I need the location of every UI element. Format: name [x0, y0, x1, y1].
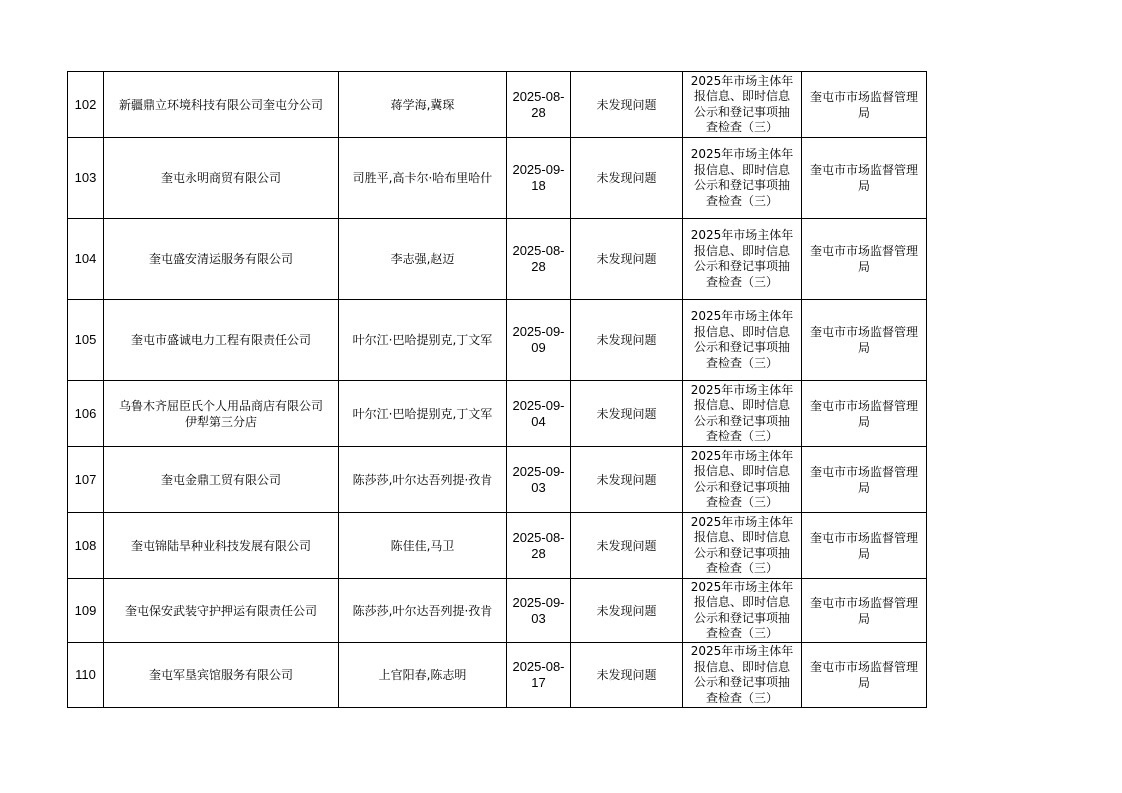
row-number-cell: 102: [68, 72, 104, 138]
inspection-date-cell: [507, 513, 571, 579]
table-row: [68, 513, 927, 579]
row-number-cell: 109: [68, 579, 104, 643]
inspection-date-cell: [507, 643, 571, 708]
cell-line: 2025-09-: [512, 162, 565, 177]
inspection-result-cell: 未发现问题: [571, 72, 683, 138]
row-number-cell: 103: [68, 138, 104, 219]
table-row: [68, 300, 927, 381]
inspection-result-cell: 未发现问题: [571, 643, 683, 708]
inspectors-cell: 叶尔江·巴哈提别克,丁文军: [339, 381, 507, 447]
cell-line: 局: [857, 179, 870, 193]
inspectors-cell: 陈佳佳,马卫: [339, 513, 507, 579]
cell-line: 新疆鼎立环境科技有限公司奎屯分公司: [118, 97, 323, 112]
cell-line: 公示和登记事项抽: [693, 479, 790, 494]
authority-cell: [802, 447, 927, 513]
cell-line: 2025年市场主体年: [690, 448, 794, 463]
row-number-cell: 105: [68, 300, 104, 381]
cell-line: 报信息、即时信息: [693, 398, 790, 412]
table-row: [68, 219, 927, 300]
inspection-item-cell: [683, 381, 802, 447]
inspectors-cell: 陈莎莎,叶尔达吾列提·孜肯: [339, 447, 507, 513]
cell-line: 查检查（三）: [705, 429, 778, 443]
cell-line: 04: [531, 413, 546, 429]
inspection-item-cell: [683, 447, 802, 513]
table-row: [68, 381, 927, 447]
cell-line: 查检查（三）: [705, 193, 778, 208]
cell-line: 2025年市场主体年: [690, 228, 794, 242]
cell-line: 局: [857, 341, 870, 355]
cell-line: 28: [531, 259, 546, 274]
inspection-result-cell: 未发现问题: [571, 138, 683, 219]
cell-line: 09: [531, 340, 546, 355]
inspection-date-cell: [507, 72, 571, 138]
cell-line: 03: [531, 610, 546, 626]
cell-line: 奎屯市市场监督管理: [809, 398, 918, 413]
cell-line: 2025年市场主体年: [690, 644, 794, 658]
inspection-date-cell: [507, 579, 571, 643]
cell-line: 2025年市场主体年: [690, 382, 794, 397]
cell-line: 公示和登记事项抽: [693, 610, 790, 625]
cell-line: 03: [531, 479, 546, 495]
company-name-cell: [104, 643, 339, 708]
cell-line: 局: [857, 480, 870, 495]
company-name-cell: [104, 579, 339, 643]
cell-line: 2025-08-: [512, 88, 565, 104]
company-name-cell: [104, 381, 339, 447]
cell-line: 2025年市场主体年: [690, 514, 794, 529]
cell-line: 奎屯市市场监督管理: [809, 89, 918, 104]
cell-line: 奎屯盛安清运服务有限公司: [148, 252, 293, 266]
inspection-date-cell: [507, 381, 571, 447]
row-number-cell: 104: [68, 219, 104, 300]
inspectors-cell: 陈莎莎,叶尔达吾列提·孜肯: [339, 579, 507, 643]
cell-line: 公示和登记事项抽: [693, 675, 790, 689]
cell-line: 局: [857, 260, 870, 274]
cell-line: 报信息、即时信息: [693, 243, 790, 258]
cell-line: 奎屯市市场监督管理: [809, 163, 918, 177]
cell-line: 2025-08-: [512, 659, 565, 674]
inspection-result-cell: 未发现问题: [571, 579, 683, 643]
cell-line: 报信息、即时信息: [693, 464, 790, 478]
inspectors-cell: 蒋学海,冀琛: [339, 72, 507, 138]
cell-line: 伊犁第三分店: [184, 414, 257, 429]
authority-cell: [802, 381, 927, 447]
authority-cell: [802, 513, 927, 579]
authority-cell: [802, 579, 927, 643]
cell-line: 公示和登记事项抽: [693, 340, 790, 354]
cell-line: 奎屯市市场监督管理: [809, 325, 918, 339]
inspection-result-cell: 未发现问题: [571, 381, 683, 447]
cell-line: 查检查（三）: [705, 690, 778, 705]
authority-cell: [802, 219, 927, 300]
cell-line: 2025年市场主体年: [690, 579, 794, 594]
table-row: [68, 643, 927, 708]
inspection-item-cell: [683, 138, 802, 219]
inspectors-cell: 李志强,赵迈: [339, 219, 507, 300]
cell-line: 奎屯军垦宾馆服务有限公司: [148, 668, 293, 682]
cell-line: 奎屯市市场监督管理: [809, 244, 918, 258]
company-name-cell: [104, 513, 339, 579]
cell-line: 奎屯市市场监督管理: [809, 530, 918, 545]
table-row: [68, 579, 927, 643]
cell-line: 28: [531, 104, 546, 120]
cell-line: 查检查（三）: [705, 561, 778, 575]
table-body: [68, 72, 927, 708]
cell-line: 公示和登记事项抽: [693, 104, 790, 119]
inspection-date-cell: [507, 138, 571, 219]
row-number-cell: 106: [68, 381, 104, 447]
company-name-cell: [104, 72, 339, 138]
cell-line: 报信息、即时信息: [693, 595, 790, 609]
cell-line: 奎屯市盛诚电力工程有限责任公司: [130, 333, 311, 347]
inspection-date-cell: [507, 300, 571, 381]
table-row: [68, 138, 927, 219]
inspection-item-cell: [683, 643, 802, 708]
cell-line: 2025-09-: [512, 594, 565, 610]
cell-line: 公示和登记事项抽: [693, 545, 790, 560]
table-row: [68, 72, 927, 138]
cell-line: 18: [531, 178, 546, 193]
company-name-cell: [104, 219, 339, 300]
cell-line: 2025-08-: [512, 243, 565, 258]
cell-line: 奎屯永明商贸有限公司: [160, 171, 281, 185]
inspection-date-cell: [507, 219, 571, 300]
company-name-cell: [104, 447, 339, 513]
cell-line: 17: [531, 675, 546, 690]
cell-line: 查检查（三）: [705, 495, 778, 509]
cell-line: 奎屯市市场监督管理: [809, 464, 918, 479]
cell-line: 奎屯市市场监督管理: [809, 660, 918, 674]
cell-line: 报信息、即时信息: [693, 324, 790, 339]
cell-line: 报信息、即时信息: [693, 89, 790, 103]
cell-line: 查检查（三）: [705, 120, 778, 134]
cell-line: 2025年市场主体年: [690, 309, 794, 323]
cell-line: 查检查（三）: [705, 274, 778, 289]
inspection-result-cell: 未发现问题: [571, 300, 683, 381]
inspection-item-cell: [683, 219, 802, 300]
company-name-cell: [104, 300, 339, 381]
table-row: [68, 447, 927, 513]
authority-cell: [802, 72, 927, 138]
cell-line: 公示和登记事项抽: [693, 178, 790, 192]
inspection-item-cell: [683, 300, 802, 381]
cell-line: 乌鲁木齐屈臣氏个人用品商店有限公司: [118, 398, 323, 413]
inspection-results-table: [67, 71, 927, 708]
cell-line: 2025-09-: [512, 463, 565, 479]
cell-line: 2025-08-: [512, 529, 565, 545]
cell-line: 公示和登记事项抽: [693, 259, 790, 273]
inspection-item-cell: [683, 72, 802, 138]
cell-line: 局: [857, 676, 870, 690]
cell-line: 2025年市场主体年: [690, 147, 794, 161]
cell-line: 局: [857, 546, 870, 561]
cell-line: 28: [531, 545, 546, 561]
cell-line: 局: [857, 105, 870, 120]
inspection-item-cell: [683, 513, 802, 579]
cell-line: 查检查（三）: [705, 355, 778, 370]
authority-cell: [802, 300, 927, 381]
authority-cell: [802, 138, 927, 219]
cell-line: 奎屯保安武装守护押运有限责任公司: [124, 603, 317, 618]
cell-line: 公示和登记事项抽: [693, 413, 790, 428]
inspection-results-sheet: [67, 71, 927, 708]
inspection-result-cell: 未发现问题: [571, 219, 683, 300]
cell-line: 奎屯市市场监督管理: [809, 595, 918, 610]
row-number-cell: 108: [68, 513, 104, 579]
cell-line: 奎屯金鼎工贸有限公司: [160, 472, 281, 487]
cell-line: 2025-09-: [512, 324, 565, 339]
company-name-cell: [104, 138, 339, 219]
inspectors-cell: 司胜平,高卡尔·哈布里哈什: [339, 138, 507, 219]
cell-line: 报信息、即时信息: [693, 530, 790, 544]
inspectors-cell: 叶尔江·巴哈提别克,丁文军: [339, 300, 507, 381]
row-number-cell: 107: [68, 447, 104, 513]
cell-line: 报信息、即时信息: [693, 162, 790, 177]
inspectors-cell: 上官阳春,陈志明: [339, 643, 507, 708]
cell-line: 2025-09-: [512, 397, 565, 413]
authority-cell: [802, 643, 927, 708]
inspection-result-cell: 未发现问题: [571, 513, 683, 579]
cell-line: 局: [857, 611, 870, 626]
cell-line: 局: [857, 414, 870, 429]
cell-line: 查检查（三）: [705, 626, 778, 640]
inspection-date-cell: [507, 447, 571, 513]
cell-line: 2025年市场主体年: [690, 73, 794, 88]
inspection-item-cell: [683, 579, 802, 643]
cell-line: 报信息、即时信息: [693, 659, 790, 674]
row-number-cell: 110: [68, 643, 104, 708]
cell-line: 奎屯锦陆旱种业科技发展有限公司: [130, 538, 311, 553]
inspection-result-cell: 未发现问题: [571, 447, 683, 513]
